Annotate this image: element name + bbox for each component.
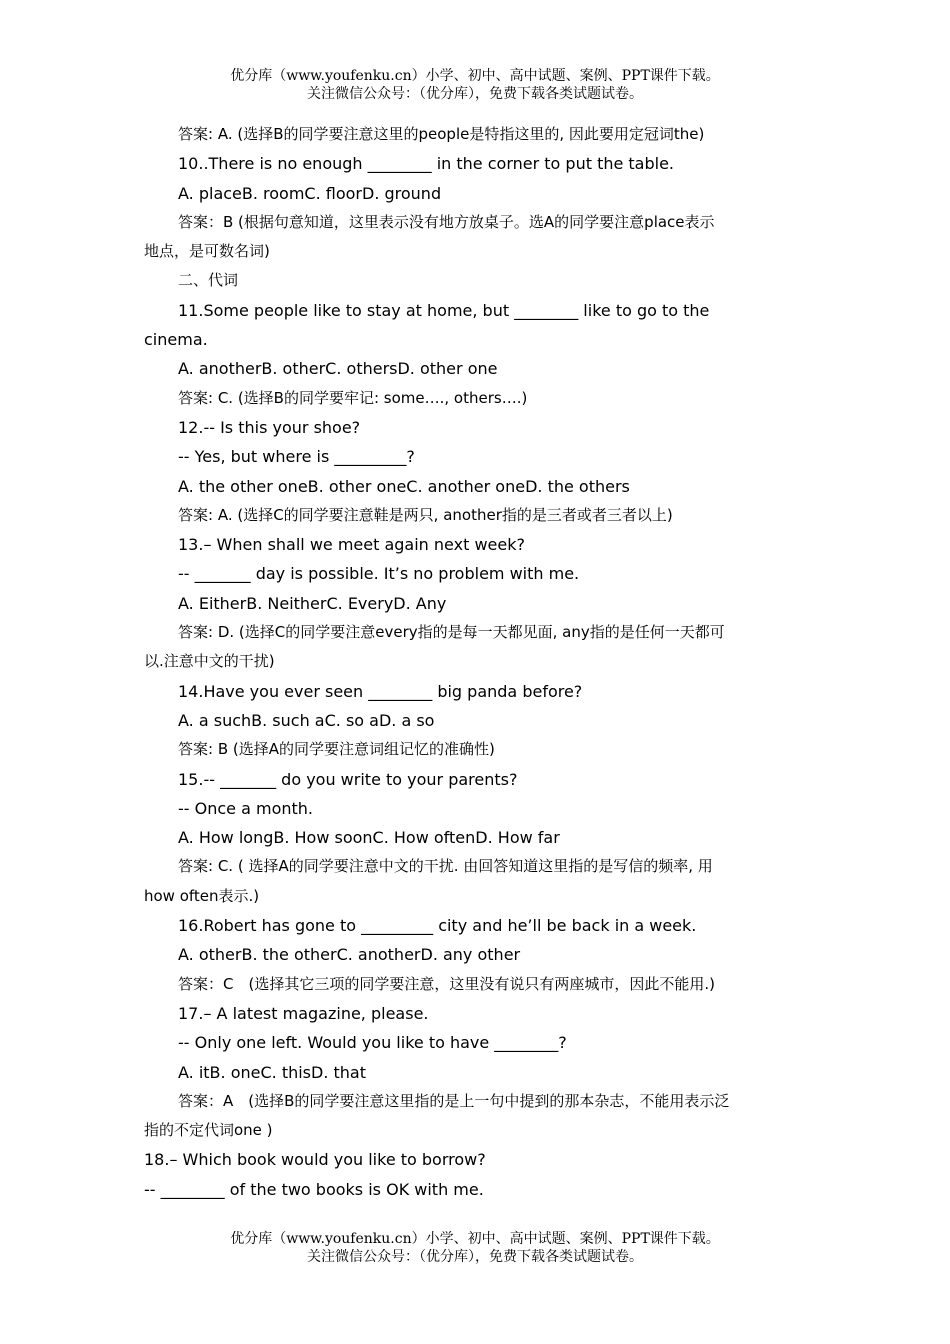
text-line: 10..There is no enough ________ in the corner to put the table. bbox=[178, 154, 675, 174]
header-line-1: 优分库（www.youfenku.cn）小学、初中、高中试题、案例、PPT课件下载。 bbox=[230, 68, 720, 84]
text-line: A. placeB. roomC. floorD. ground bbox=[178, 183, 442, 203]
text-line: 13.– When shall we meet again next week? bbox=[178, 535, 525, 555]
text-line: 18.– Which book would you like to borrow? bbox=[144, 1150, 486, 1170]
text-line: A. the other oneB. other oneC. another oneD. the others bbox=[178, 476, 630, 496]
text-line: 答案: A. (选择B的同学要注意这里的people是特指这里的, 因此要用定冠词the) bbox=[178, 125, 705, 143]
text-line: -- Yes, but where is _________? bbox=[178, 447, 415, 467]
text-line: -- Once a month. bbox=[178, 798, 313, 818]
text-line: A. a suchB. such aC. so aD. a so bbox=[178, 710, 435, 730]
text-line: 指的不定代词one ) bbox=[144, 1121, 273, 1140]
text-line: 12.-- Is this your shoe? bbox=[178, 417, 361, 437]
text-line: 15.-- _______ do you write to your parents? bbox=[178, 769, 518, 789]
text-line: 答案: C. (选择B的同学要牢记: some…., others….) bbox=[178, 388, 528, 407]
text-line: 以.注意中文的干扰) bbox=[144, 652, 275, 671]
footer-line-2: 关注微信公众号：（优分库），免费下载各类试题试卷。 bbox=[307, 1249, 643, 1265]
text-line: -- ________ of the two books is OK with me. bbox=[144, 1179, 484, 1199]
text-line: cinema. bbox=[144, 330, 208, 350]
text-line: 答案: D. (选择C的同学要注意every指的是每一天都见面, any指的是任何一天都可 bbox=[178, 623, 725, 642]
text-line: 答案：B (根据句意知道，这里表示没有地方放桌子。选A的同学要注意place表示 bbox=[178, 212, 715, 231]
text-line: 14.Have you ever seen ________ big panda before? bbox=[178, 681, 583, 701]
text-line: A. How longB. How soonC. How oftenD. How far bbox=[178, 828, 560, 848]
text-line: A. itB. oneC. thisD. that bbox=[178, 1062, 366, 1082]
text-line: -- Only one left. Would you like to have ________? bbox=[178, 1033, 567, 1053]
text-line: A. anotherB. otherC. othersD. other one bbox=[178, 359, 498, 379]
text-line: A. EitherB. NeitherC. EveryD. Any bbox=[178, 593, 447, 613]
text-line: 地点，是可数名词) bbox=[144, 242, 270, 261]
text-line: -- _______ day is possible. It’s no problem with me. bbox=[178, 564, 580, 584]
text-line: 答案: A. (选择C的同学要注意鞋是两只, another指的是三者或者三者以上) bbox=[178, 505, 673, 524]
text-line: A. otherB. the otherC. anotherD. any other bbox=[178, 945, 521, 965]
text-line: 二、代词 bbox=[178, 271, 239, 290]
text-line: 11.Some people like to stay at home, but ________ like to go to the bbox=[178, 300, 710, 320]
text-line: 答案: B (选择A的同学要注意词组记忆的准确性) bbox=[178, 740, 495, 759]
text-line: 答案：C (选择其它三项的同学要注意，这里没有说只有两座城市，因此不能用.) bbox=[178, 974, 715, 993]
footer-line-1: 优分库（www.youfenku.cn）小学、初中、高中试题、案例、PPT课件下载。 bbox=[230, 1231, 720, 1247]
text-line: 答案：A (选择B的同学要注意这里指的是上一句中提到的那本杂志，不能用表示泛 bbox=[178, 1091, 730, 1110]
text-line: 16.Robert has gone to _________ city and he’ll be back in a week. bbox=[178, 916, 697, 936]
page-footer bbox=[0, 1230, 950, 1266]
text-line: 答案: C. ( 选择A的同学要注意中文的干扰. 由回答知道这里指的是写信的频率, 用 bbox=[178, 857, 713, 876]
page-header bbox=[0, 67, 950, 103]
header-line-2: 关注微信公众号：（优分库），免费下载各类试题试卷。 bbox=[307, 86, 643, 102]
text-line: 17.– A latest magazine, please. bbox=[178, 1003, 429, 1023]
document-body bbox=[144, 120, 814, 1204]
text-line: how often表示.) bbox=[144, 886, 260, 905]
